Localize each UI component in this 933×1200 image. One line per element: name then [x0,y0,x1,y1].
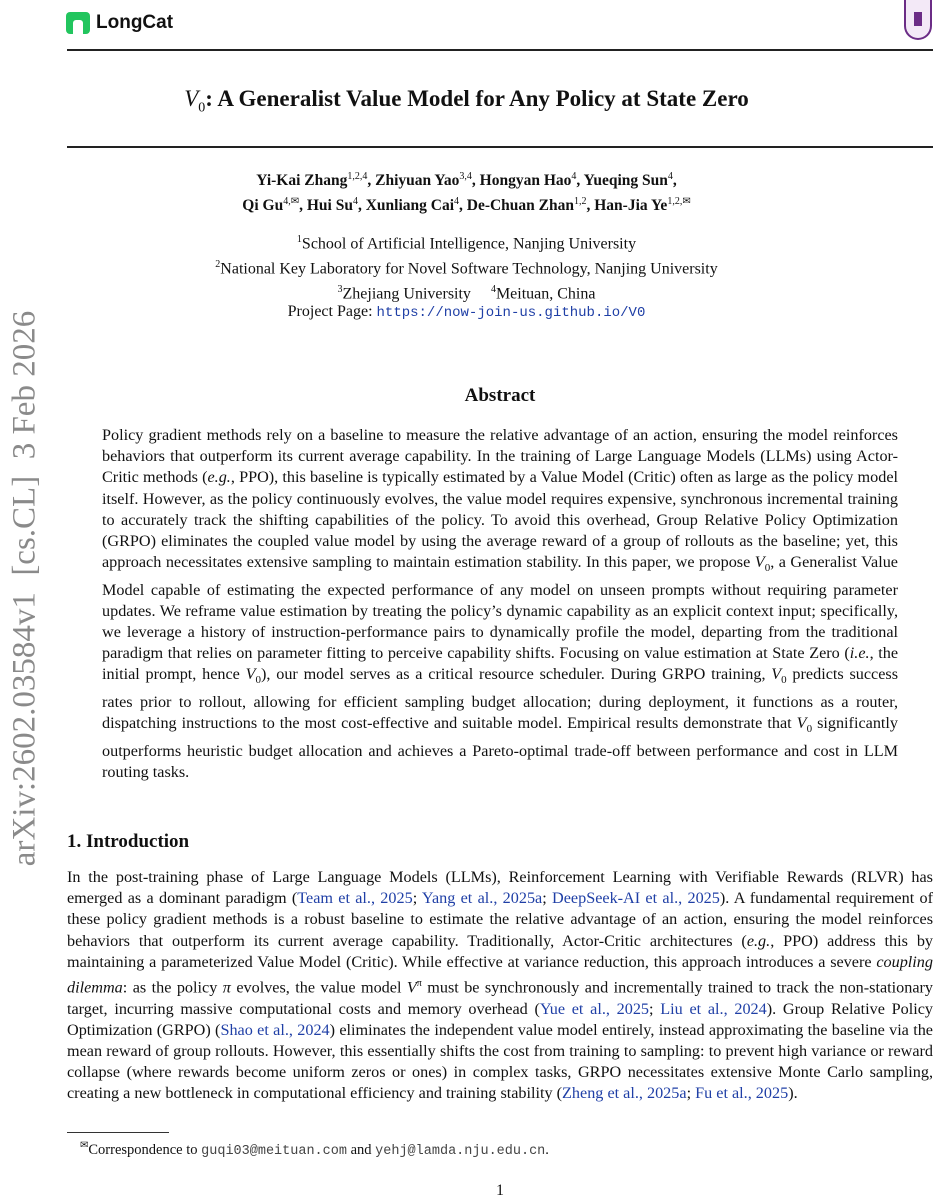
footnote: ✉Correspondence to guqi03@meituan.com and yehj@lamda.nju.edu.cn. [80,1140,549,1159]
separator: , [367,172,376,190]
subscript: 0 [781,674,787,687]
text: ), our model serves as a critical resource scheduler. During GRPO training, [261,665,772,684]
separator: , [299,197,307,215]
italic-text: π [222,978,231,997]
author-affiliation: 4 [571,171,577,182]
citation-link[interactable]: Liu et al., 2024 [660,999,767,1018]
author-affiliation: 1,2 [574,196,587,208]
text: : as the policy [122,978,223,997]
longcat-logo [66,12,173,34]
affiliation: $^1$School of Artificial Intelligence, Nanjing University [296,234,637,253]
separator: , [576,172,584,190]
top-rule [67,49,933,51]
author-name: Zhiyuan Yao [375,172,460,190]
author-name: Yi-Kai Zhang [256,172,348,190]
citation-link[interactable]: Fu et al., 2025 [695,1084,789,1103]
text: , the initial prompt, hence [102,644,899,684]
text: ; [686,1084,696,1103]
citation-link[interactable]: Yang et al., 2025a [421,889,543,908]
project-link[interactable]: https://now-join-us.github.io/V0 [376,305,646,321]
author-name: Han-Jia Ye [594,197,668,215]
subscript: 0 [764,562,771,575]
citation-link[interactable]: Team et al., 2025 [297,889,413,908]
author-affiliation: 3,4 [459,171,472,182]
author-name: Yueqing Sun [583,172,668,190]
introduction-body [67,867,933,1105]
logo-text: LongCat [96,12,174,33]
page-number: 1 [496,1182,504,1199]
university-seal-icon [904,0,932,40]
author-affiliation: 1,2,✉ [667,196,691,208]
authors [0,166,933,216]
separator: , [586,197,595,215]
project-label: Project Page: [287,303,377,320]
text: predicts success rates prior to rollout, allowing for efficient sampling budget allocation; during deployment, it functions as a router, dispatching instructions to the most cost-effective and suitable model. Empirical results demonstrate that [102,665,898,733]
title-text: : A Generalist Value Model for Any Policy at State Zero [205,86,749,111]
project-page [0,303,933,321]
italic-text: e.g. [207,468,231,487]
affiliation: $^3$Zhejiang University $^4$Meituan, China [337,283,596,302]
italic-text: V [245,665,256,684]
abstract-heading: Abstract [464,385,536,406]
italic-text: V [771,665,782,684]
separator: , [357,197,366,215]
author-name: Qi Gu [242,197,284,215]
author-name: Hongyan Hao [479,172,572,190]
text: ; [542,889,553,908]
citation-link[interactable]: Zheng et al., 2025a [562,1084,687,1103]
text: ). [788,1084,798,1103]
author-affiliation: 4 [352,196,358,208]
text: , PPO) address this by maintaining a parameterized Value Model (Critic). While effective at variance reduction, this approach introduces a severe [67,931,933,971]
citation-link[interactable]: Shao et al., 2024 [220,1020,330,1039]
author-affiliation: 4,✉ [283,196,300,208]
text: ). A fundamental requirement of these policy gradient methods is a robust baseline to estimate the relative advantage of an action, ensuring the model reinforces behaviors that outperform its current average capability. Traditionally, Actor-Critic architectures ( [67,889,933,950]
email-link[interactable]: guqi03@meituan.com [201,1143,347,1159]
subscript: 0 [255,674,262,687]
italic-text: e.g. [746,931,771,950]
affiliations [0,230,933,304]
text: ; [649,999,661,1018]
text: ). Group Relative Policy Optimization (GRPO) ( [67,999,933,1039]
authors-line-1 [0,166,933,191]
separator: , [459,197,467,215]
text: ; [412,889,422,908]
paper-title [0,86,933,117]
title-v: V [184,86,199,111]
title-sub: 0 [198,100,206,116]
envelope-icon: ✉ [80,1140,89,1151]
author-affiliation: 4 [454,196,459,208]
citation-link[interactable]: Yue et al., 2025 [539,999,650,1018]
separator: , [471,172,480,190]
italic-text: V [796,714,807,733]
text: must be synchronously and incrementally trained to track the non-stationary target, incurring massive computational costs and memory overhead ( [67,978,933,1018]
subscript: 0 [806,723,813,736]
author-name: Hui Su [306,197,353,215]
italic-text: coupling dilemma [67,952,933,997]
text: ) eliminates the independent value model entirely, instead approximating the baseline via the mean reward of group rollouts. However, this essentially shifts the cost from training to sampling: to prevent high variance or reward collapse (where rewards become uniform zeros or ones) in complex tasks, GRPO necessitates extensive Monte Carlo sampling, creating a new bottleneck in computational efficiency and training stability ( [67,1020,933,1103]
text: In the post-training phase of Large Language Models (LLMs), Reinforcement Learning with Verifiable Rewards (RLVR) has emerged as a dominant paradigm ( [67,868,933,908]
author-affiliation: 4 [667,171,673,182]
introduction-heading: 1. Introduction [67,831,190,852]
text: Policy gradient methods rely on a baseline to measure the relative advantage of an action, ensuring the model reinforces behaviors that outperform its current average capability. In the training of Large Language Models (LLMs) using Actor-Critic methods ( [102,426,898,487]
email-link[interactable]: yehj@lamda.nju.edu.cn [375,1143,546,1159]
authors-line-2 [0,191,933,216]
separator: , [672,172,677,190]
arxiv-side-stamp: arXiv:2602.03584v1 [cs.CL] 3 Feb 2026 [6,310,43,867]
italic-text: V [754,553,765,572]
italic-text: i.e. [849,644,870,663]
superscript: π [416,978,422,990]
text: , PPO), this baseline is typically estimated by a Value Model (Critic) often as large as the policy model itself. However, as the policy continuously evolves, the value model requires expensive, synchronous incremental training to accurately track the shifting capabilities of the policy. To avoid this overhead, Group Relative Policy Optimization (GRPO) eliminates the coupled value model by using the average reward of a group of rollouts as the baseline; yet, this approach necessitates extensive sampling to maintain estimation stability. In this paper, we propose [102,468,899,572]
italic-text: V [406,978,417,997]
author-affiliation: 1,2,4 [347,171,368,182]
footnote-rule [67,1132,169,1133]
author-name: De-Chuan Zhan [466,197,574,215]
text: evolves, the value model [230,978,407,997]
longcat-logo-icon [66,12,90,34]
author-name: Xunliang Cai [365,197,454,215]
text: significantly outperforms heuristic budget allocation and achieves a Pareto-optimal trade-off between performance and cost in LLM routing tasks. [102,714,898,781]
affiliation: $^2$National Key Laboratory for Novel Software Technology, Nanjing University [215,258,718,278]
abstract-body [102,425,898,783]
title-rule [67,146,933,148]
text: , a Generalist Value Model capable of estimating the expected performance of any model on unseen prompts without requiring parameter updates. We reframe value estimation by treating the policy’s dynamic capability as an explicit context input; specifically, we leverage a history of instruction-performance pairs to dynamically profile the model, departing from the traditional paradigm that relies on parameter fitting to perceive capability shifts. Focusing on value estimation at State Zero ( [102,553,898,663]
citation-link[interactable]: DeepSeek-AI et al., 2025 [552,889,720,908]
